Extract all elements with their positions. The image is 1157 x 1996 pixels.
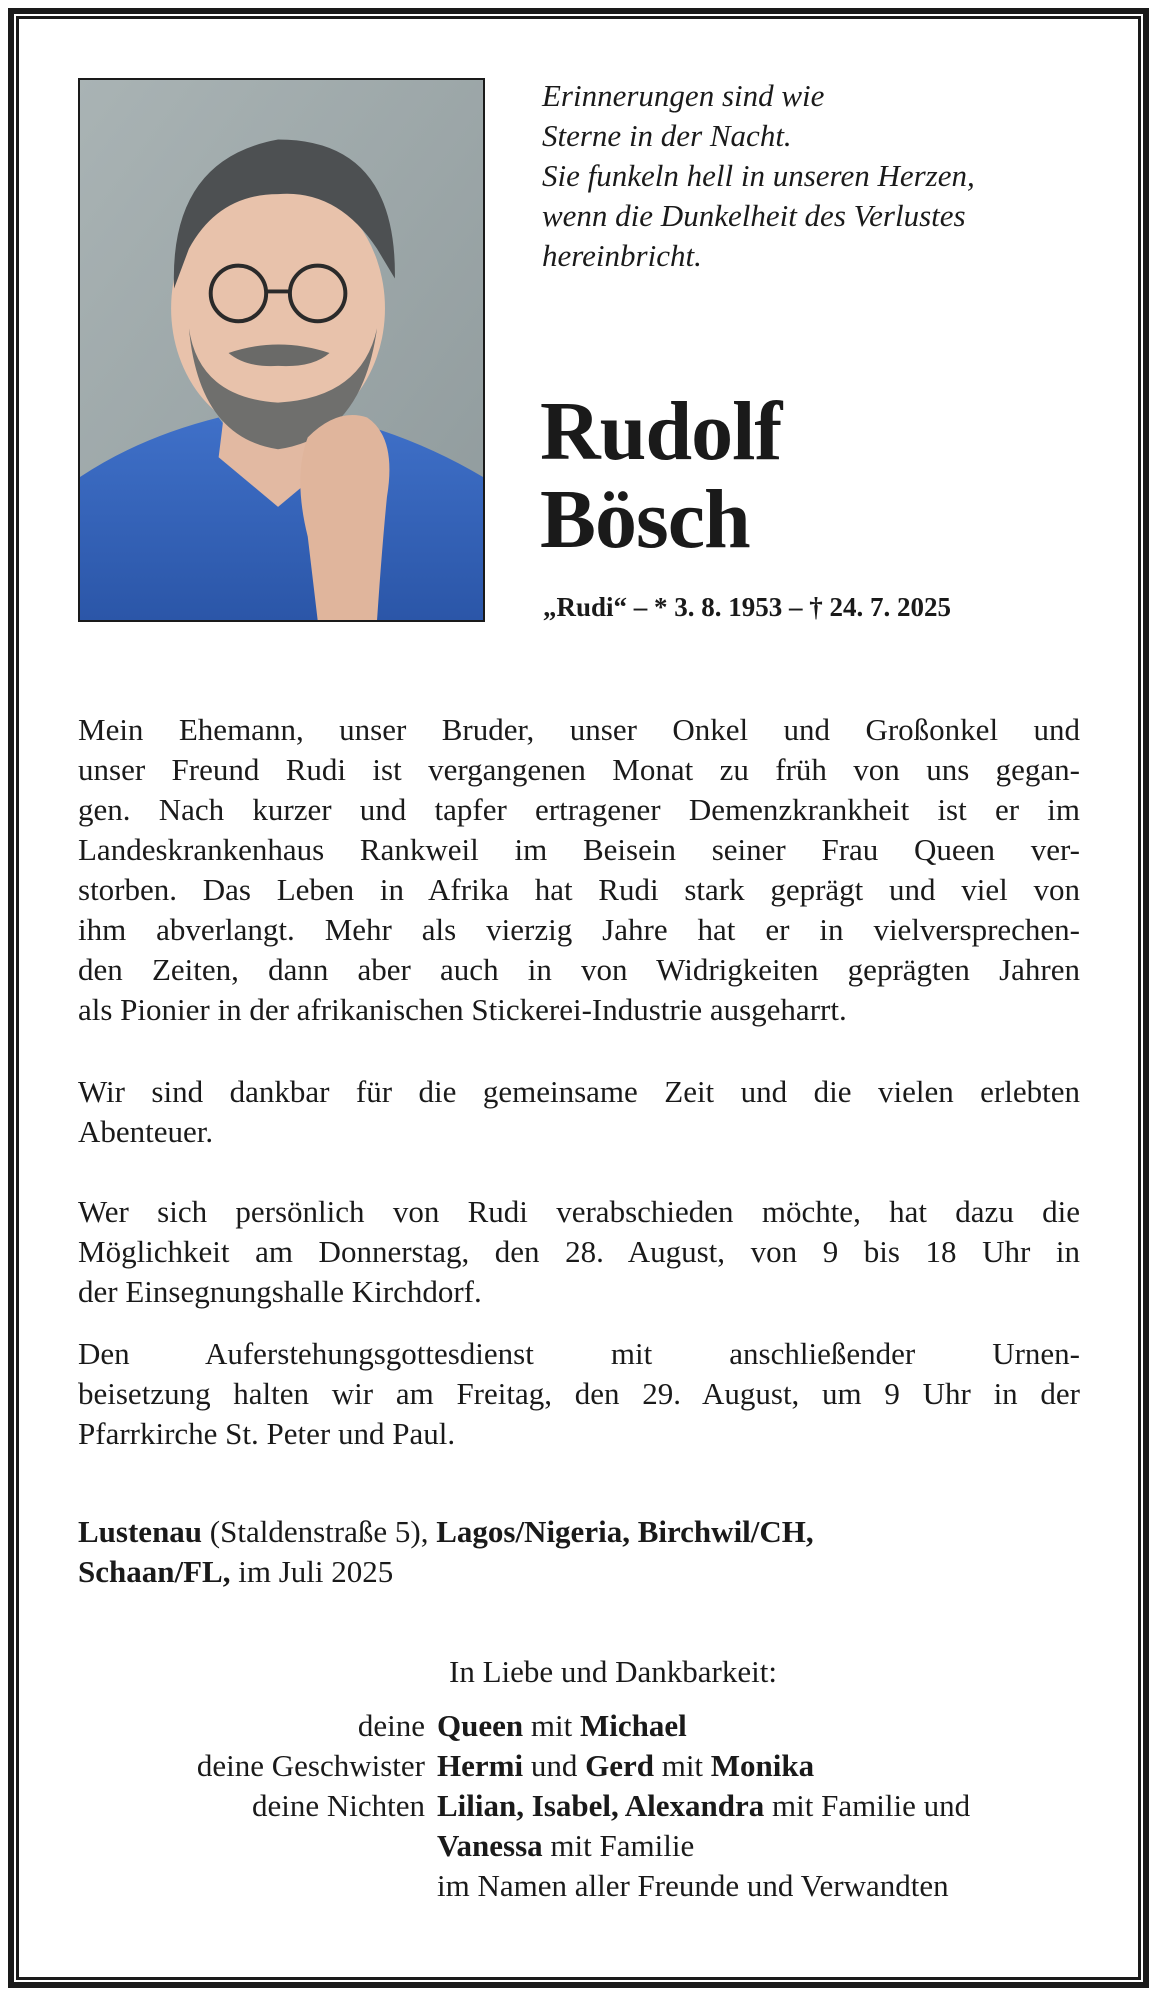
place-line: Schaan/FL, im Juli 2025 (78, 1554, 394, 1589)
signature-intro: In Liebe und Dankbarkeit: (449, 1654, 777, 1689)
text-line: unser Freund Rudi ist vergangenen Monat zu früh von uns gegan- (78, 752, 1080, 787)
paragraph-2 (78, 1072, 1080, 1152)
signature-row: im Namen aller Freunde und Verwandten (437, 1868, 949, 1903)
place-line: Lustenau (Staldenstraße 5), Lagos/Nigeria, Birchwil/CH, (78, 1514, 814, 1549)
life-dates: „Rudi“ – * 3. 8. 1953 – † 24. 7. 2025 (543, 592, 952, 622)
signature-block (78, 1706, 1098, 1906)
deceased-name (540, 385, 782, 566)
poem-line: Erinnerungen sind wie (542, 78, 825, 113)
poem (542, 76, 1102, 276)
text-line: den Zeiten, dann aber auch in von Widrigkeiten geprägten Jahren (78, 952, 1080, 987)
text-line: Pfarrkirche St. Peter und Paul. (78, 1416, 456, 1451)
poem-line: hereinbricht. (542, 238, 702, 273)
poem-line: wenn die Dunkelheit des Verlustes (542, 198, 966, 233)
portrait-photo (78, 78, 485, 622)
last-name: Bösch (540, 473, 750, 566)
signature-row: deine Geschwister Hermi und Gerd mit Monika (196, 1748, 815, 1783)
text-line: Abenteuer. (78, 1114, 214, 1149)
paragraph-4 (78, 1334, 1080, 1454)
paragraph-3 (78, 1192, 1080, 1312)
place-date (78, 1512, 1080, 1592)
signature-row: deine Queen mit Michael (357, 1708, 687, 1743)
text-line: Möglichkeit am Donnerstag, den 28. August, von 9 bis 18 Uhr in (78, 1234, 1080, 1269)
text-line: der Einsegnungshalle Kirchdorf. (78, 1274, 482, 1309)
text-line: Mein Ehemann, unser Bruder, unser Onkel und Großonkel und (78, 712, 1080, 747)
text-line: Landeskrankenhaus Rankweil im Beisein seiner Frau Queen ver- (78, 832, 1080, 867)
text-line: gen. Nach kurzer und tapfer ertragener Demenzkrankheit ist er im (78, 792, 1080, 827)
text-line: Wer sich persönlich von Rudi verabschieden möchte, hat dazu die (78, 1194, 1080, 1229)
signature-row: Vanessa mit Familie (437, 1828, 695, 1863)
text-line: Den Auferstehungsgottesdienst mit anschließender Urnen- (78, 1336, 1080, 1371)
text-line: ihm abverlangt. Mehr als vierzig Jahre hat er in vielversprechen- (78, 912, 1080, 947)
text-line: als Pionier in der afrikanischen Stickerei-Industrie ausgeharrt. (78, 992, 847, 1027)
text-line: storben. Das Leben in Afrika hat Rudi stark geprägt und viel von (78, 872, 1080, 907)
text-line: beisetzung halten wir am Freitag, den 29. August, um 9 Uhr in der (78, 1376, 1080, 1411)
paragraph-1 (78, 710, 1080, 1030)
text-line: Wir sind dankbar für die gemeinsame Zeit und die vielen erlebten (78, 1074, 1080, 1109)
poem-line: Sie funkeln hell in unseren Herzen, (542, 158, 975, 193)
signature-row: deine Nichten Lilian, Isabel, Alexandra mit Familie und (251, 1788, 971, 1823)
first-name: Rudolf (540, 385, 782, 478)
poem-line: Sterne in der Nacht. (542, 118, 792, 153)
